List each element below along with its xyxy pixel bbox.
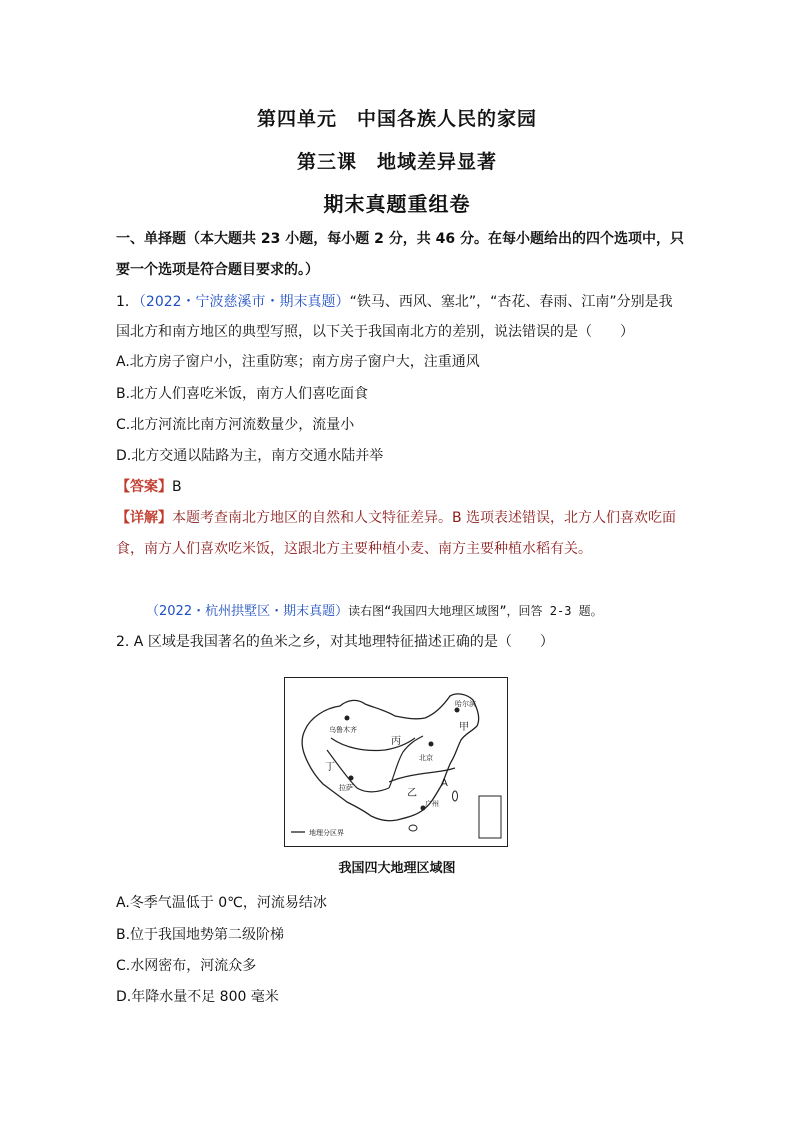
- detail-text: 本题考查南北方地区的自然和人文特征差异。B 选项表述错误，北方人们喜欢吃面: [172, 510, 677, 526]
- city-label: 乌鲁木齐: [329, 726, 357, 734]
- paper-title: 期末真题重组卷: [323, 192, 471, 216]
- region-label: A: [441, 778, 448, 789]
- china-outline: [302, 694, 479, 821]
- answer-label: 【答案】: [116, 479, 172, 495]
- beijing-dot: [429, 742, 434, 747]
- q1-option-a: A.北方房子窗户小，注重防寒；南方房子窗户大，注重通风: [116, 354, 480, 370]
- hainan-island: [409, 825, 417, 831]
- q1-option-c: C.北方河流比南方河流数量少，流量小: [116, 417, 355, 433]
- q2-stem: 2. A 区域是我国著名的鱼米之乡，对其地理特征描述正确的是（ ）: [116, 634, 554, 650]
- q1-stem-text: “铁马、西风、塞北”，“杏花、春雨、江南”分别是我: [349, 294, 673, 310]
- legend-label: 地理分区界: [309, 829, 344, 837]
- map-caption: 我国四大地理区域图: [338, 861, 456, 876]
- city-label: 哈尔滨: [455, 700, 476, 708]
- city-label: 广州: [425, 800, 439, 808]
- lesson-title: 第三课 地域差异显著: [296, 151, 497, 173]
- q2-option-d: D.年降水量不足 800 毫米: [116, 989, 279, 1005]
- urumqi-dot: [345, 716, 350, 721]
- q2-option-b: B.位于我国地势第二级阶梯: [116, 927, 285, 943]
- q1-stem-line1: [116, 292, 673, 312]
- answer-value: B: [172, 479, 182, 495]
- q1-option-b: B.北方人们喜吃米饭，南方人们喜吃面食: [116, 386, 369, 402]
- q1-source: （2022・宁波慈溪市・期末真题）: [138, 294, 350, 310]
- q2-option-a: A.冬季气温低于 0℃，河流易结冰: [116, 895, 327, 911]
- region-label: 丙: [391, 736, 401, 747]
- lhasa-dot: [349, 776, 354, 781]
- q2-intro: [146, 601, 603, 622]
- boundary-northwest: [331, 738, 415, 751]
- q1-answer: [116, 477, 182, 497]
- region-label: 乙: [407, 788, 417, 799]
- q2-option-c: C.水网密布，河流众多: [116, 958, 257, 974]
- q2-intro-source: （2022・杭州拱墅区・期末真题）: [146, 604, 349, 619]
- q1-option-d: D.北方交通以陆路为主，南方交通水陆并举: [116, 448, 384, 464]
- section-heading-line1: 一、单择题（本大题共 23 小题，每小题 2 分，共 46 分。在每小题给出的四个选项中，只: [116, 231, 684, 247]
- detail-label: 【详解】: [116, 510, 172, 526]
- q1-stem-line2: 国北方和南方地区的典型写照，以下关于我国南北方的差别，说法错误的是（ ）: [116, 324, 634, 340]
- china-regions-map: [284, 677, 508, 847]
- unit-title: 第四单元 中国各族人民的家园: [256, 108, 537, 130]
- city-label: 北京: [419, 754, 433, 762]
- taiwan-island: [453, 791, 458, 801]
- q1-detail-line2: 食，南方人们喜欢吃米饭，这跟北方主要种植小麦、南方主要种植水稻有关。: [116, 541, 592, 557]
- section-heading-line2: 要一个选项是符合题目要求的。）: [116, 262, 319, 278]
- region-label: 丁: [325, 762, 335, 773]
- region-label: 甲: [459, 722, 469, 733]
- q1-detail-line1: [116, 508, 676, 528]
- south-china-sea-inset: [479, 796, 501, 838]
- q2-intro-text: 读右图“我国四大地理区域图”，回答 2-3 题。: [348, 604, 603, 618]
- boundary-qinghai-tibet: [327, 750, 389, 792]
- city-label: 拉萨: [339, 784, 353, 792]
- map-drawing: [285, 678, 507, 846]
- harbin-dot: [455, 708, 460, 713]
- q1-number: 1．: [116, 294, 139, 310]
